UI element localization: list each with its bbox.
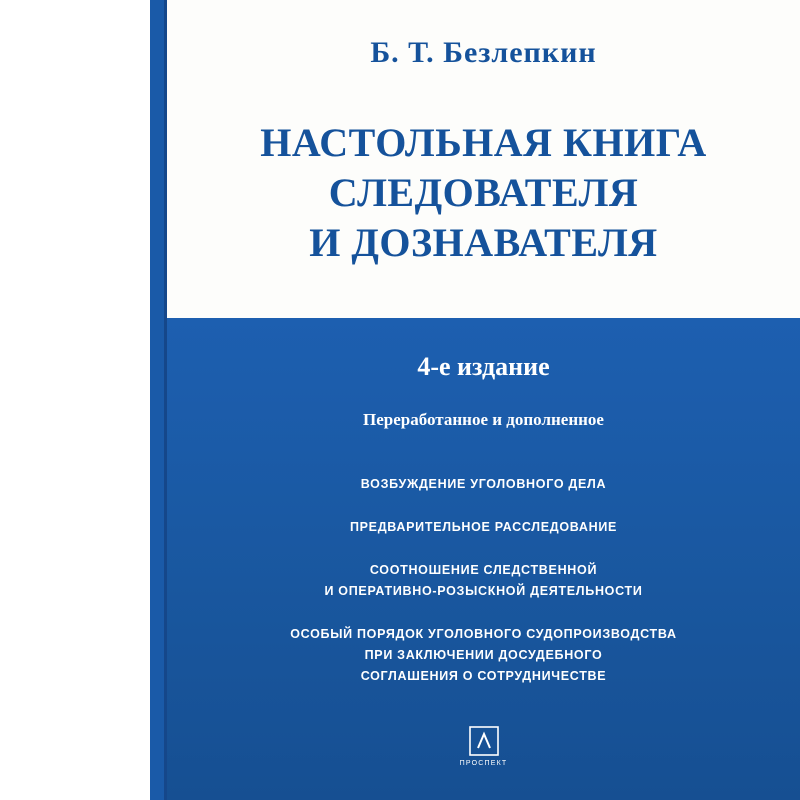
author-name: Б. Т. Безлепкин: [370, 36, 597, 69]
topic-list: [187, 474, 780, 687]
topic-line: И ОПЕРАТИВНО-РОЗЫСКНОЙ ДЕЯТЕЛЬНОСТИ: [324, 584, 643, 598]
edition-subtitle: Переработанное и дополненное: [363, 410, 604, 429]
edition-number: 4-е издание: [417, 352, 550, 381]
topic-line: СООТНОШЕНИЕ СЛЕДСТВЕННОЙ: [369, 563, 598, 577]
topic-line: СОГЛАШЕНИЯ О СОТРУДНИЧЕСТВЕ: [360, 669, 607, 683]
topic-line: ПРЕДВАРИТЕЛЬНОЕ РАССЛЕДОВАНИЕ: [349, 520, 618, 534]
topic-line: ПРИ ЗАКЛЮЧЕНИИ ДОСУДЕБНОГО: [364, 648, 603, 662]
topic-line: ОСОБЫЙ ПОРЯДОК УГОЛОВНОГО СУДОПРОИЗВОДСТВА: [290, 627, 677, 641]
book-title: [167, 118, 800, 268]
book-title-line-3: И ДОЗНАВАТЕЛЯ: [309, 220, 658, 265]
publisher-block: [167, 726, 800, 767]
topic-item: [187, 624, 780, 687]
prospekt-logo-icon: [469, 726, 499, 756]
topic-line: ВОЗБУЖДЕНИЕ УГОЛОВНОГО ДЕЛА: [360, 477, 607, 491]
book-title-line-1: НАСТОЛЬНАЯ КНИГА: [260, 120, 707, 165]
book-title-line-2: СЛЕДОВАТЕЛЯ: [328, 170, 639, 215]
cover-spine: [150, 0, 164, 800]
topic-item: [187, 560, 780, 602]
topic-item: [187, 474, 780, 495]
topic-item: [187, 517, 780, 538]
publisher-name: ПРОСПЕКТ: [459, 760, 508, 767]
